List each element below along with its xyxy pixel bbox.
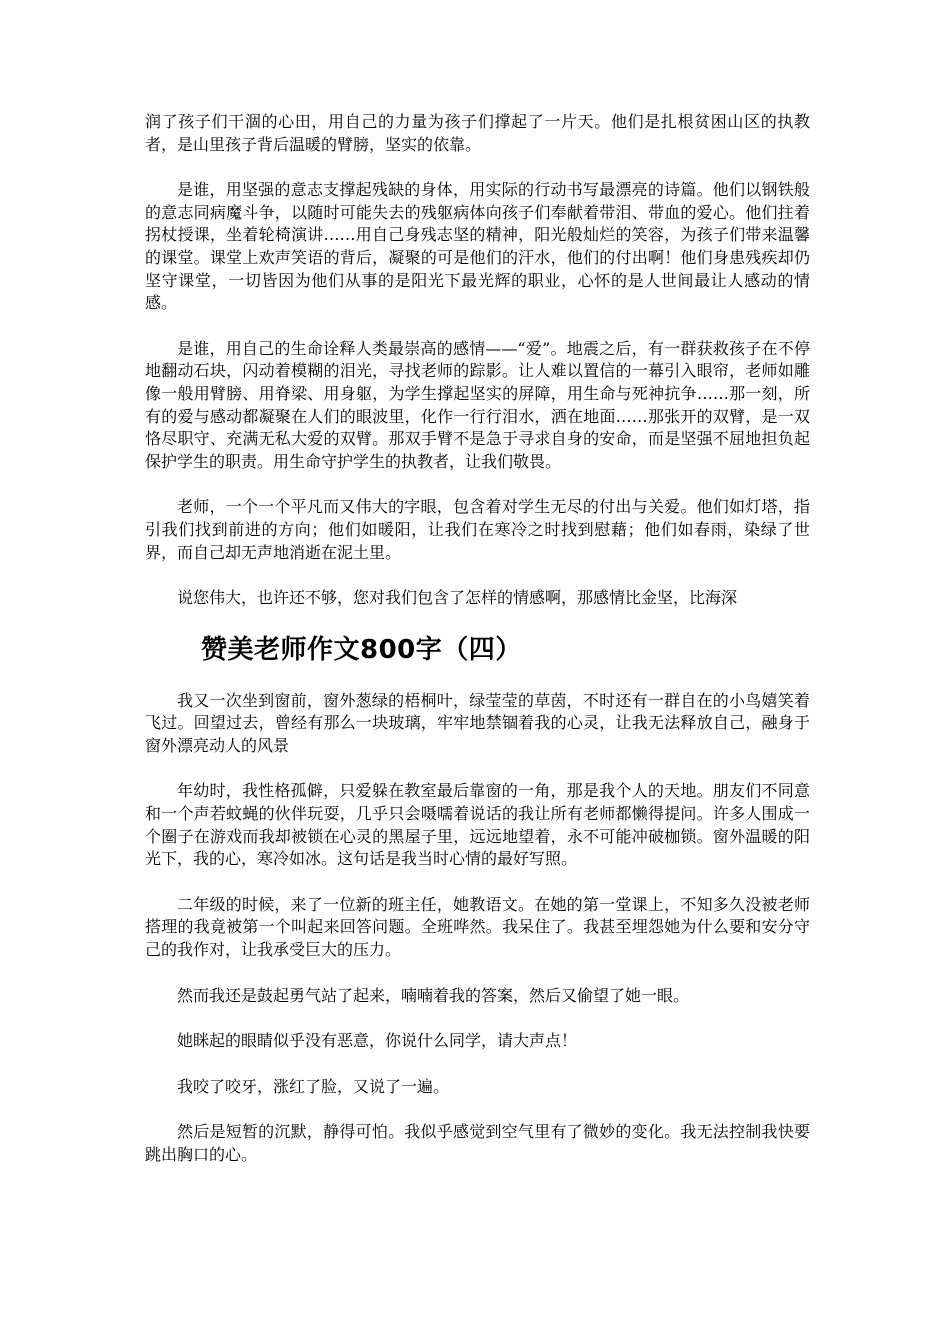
paragraph: 是谁，用自己的生命诠释人类最崇高的感情——“爱”。地震之后，有一群获救孩子在不停地翻动石块，闪动着模糊的泪光，寻找老师的踪影。让人难以置信的一幕引入眼帘，老师如雕像一般用臂膀、用脊梁、用身躯，为学生撑起坚实的屏障，用生命与死神抗争……那一刻，所有的爱与感动都凝聚在人们的眼波里，化作一行行泪水，洒在地面……那张开的双臂，是一双恪尽职守、充满无私大爱的双臂。那双手臂不是急于寻求自身的安命，而是坚强不屈地担负起保护学生的职责。用生命守护学生的执教者，让我们敬畏。	[145, 338, 810, 471]
paragraph: 润了孩子们干涸的心田，用自己的力量为孩子们撑起了一片天。他们是扎根贫困山区的执教者，是山里孩子背后温暖的臂膀，坚实的依靠。	[145, 112, 810, 154]
paragraph: 然后是短暂的沉默，静得可怕。我似乎感觉到空气里有了微妙的变化。我无法控制我快要跳出胸口的心。	[145, 1122, 810, 1164]
paragraph: 老师，一个一个平凡而又伟大的字眼，包含着对学生无尽的付出与关爱。他们如灯塔，指引我们找到前进的方向；他们如暖阳，让我们在寒冷之时找到慰藉；他们如春雨，染绿了世界，而自己却无声地消逝在泥土里。	[145, 497, 810, 562]
paragraph: 是谁，用坚强的意志支撑起残缺的身体，用实际的行动书写最漂亮的诗篇。他们以钢铁般的意志同病魔斗争，以随时可能失去的残躯病体向孩子们奉献着带泪、带血的爱心。他们拄着拐杖授课，坐着轮椅演讲……用自己身残志坚的精神，阳光般灿烂的笑容，为孩子们带来温馨的课堂。课堂上欢声笑语的背后，凝聚的可是他们的汗水，他们的付出啊！他们身患残疾却仍坚守课堂，一切皆因为他们从事的是阳光下最光辉的职业，心怀的是人世间最让人感动的情感。	[145, 180, 810, 313]
document-body	[145, 111, 810, 1190]
paragraph: 然而我还是鼓起勇气站了起来，喃喃着我的答案，然后又偷望了她一眼。	[177, 985, 690, 1005]
paragraph: 我咬了咬牙，涨红了脸，又说了一遍。	[177, 1076, 450, 1096]
paragraph: 我又一次坐到窗前，窗外葱绿的梧桐叶，绿莹莹的草茵，不时还有一群自在的小鸟嬉笑着飞过。回望过去，曾经有那么一块玻璃，牢牢地禁锢着我的心灵，让我无法释放自己，融身于窗外漂亮动人的风景	[145, 690, 810, 755]
section-heading: 赞美老师作文800字（四）	[201, 634, 522, 665]
paragraph: 年幼时，我性格孤僻，只爱躲在教室最后靠窗的一角，那是我个人的天地。朋友们不同意和一个声若蚊蝇的伙伴玩耍，几乎只会嗫嚅着说话的我让所有老师都懒得提问。许多人围成一个圈子在游戏而我却被锁在心灵的黑屋子里，远远地望着，永不可能冲破枷锁。窗外温暖的阳光下，我的心，寒冷如冰。这句话是我当时心情的最好写照。	[145, 781, 810, 869]
paragraph: 说您伟大，也许还不够，您对我们包含了怎样的情感啊，那感情比金坚，比海深	[177, 588, 738, 608]
paragraph: 二年级的时候，来了一位新的班主任，她教语文。在她的第一堂课上，不知多久没被老师搭理的我竟被第一个叫起来回答问题。全班哗然。我呆住了。我甚至埋怨她为什么要和安分守己的我作对，让我承受巨大的压力。	[145, 894, 810, 960]
paragraph: 她眯起的眼睛似乎没有恶意，你说什么同学，请大声点！	[177, 1031, 578, 1051]
